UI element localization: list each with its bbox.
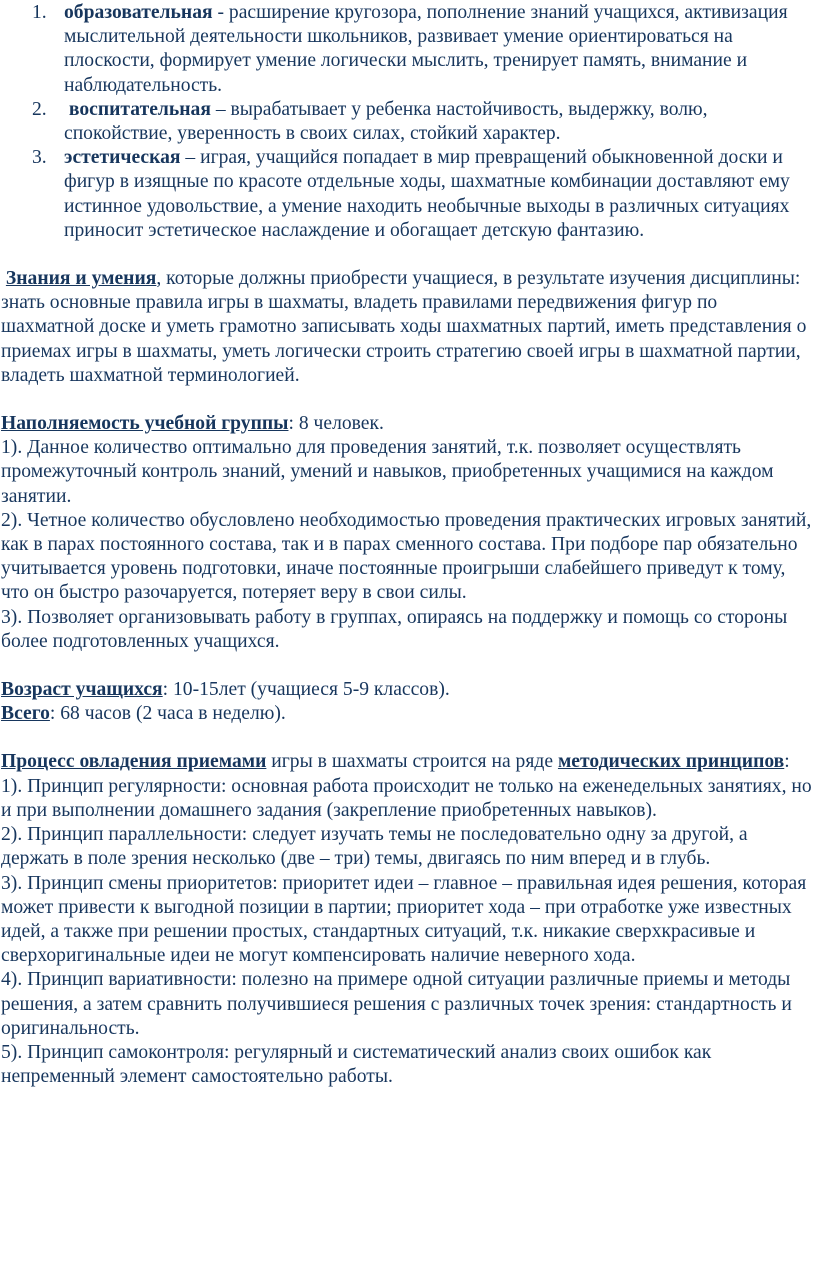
goal-number: 3. bbox=[32, 147, 47, 169]
principles-heading-2: методических принципов bbox=[557, 751, 785, 773]
skills-paragraph bbox=[0, 267, 816, 388]
goal-text: - расширение кругозора, пополнение знаний учащихся, активизация мыслительной деятельности школьников, развивает умение ориентироваться на плоскости, формирует умение логически мыслить, тренирует память, внимание и наблюдательность. bbox=[64, 2, 788, 96]
goal-item bbox=[0, 146, 816, 243]
skills-text: , которые должны приобрести учащиеся, в результате изучения дисциплины: знать основные правила игры в шахматы, владеть правилами передвижения фигур по шахматной доске и уметь грамотно записывать ходы шахматных партий, иметь представления о приемах игры в шахматы, уметь логически строить стратегию своей игры в шахматной партии, владеть шахматной терминологией. bbox=[1, 268, 807, 386]
goals-list bbox=[0, 1, 816, 243]
goal-term: образовательная bbox=[64, 2, 213, 23]
goal-item bbox=[0, 98, 816, 146]
group-reason-item: 1). Данное количество оптимально для проведения занятий, т.к. позволяет осуществлять промежуточный контроль знаний, умений и навыков, приобретенных учащимися на каждом занятии. bbox=[1, 437, 774, 507]
principle-item: 4). Принцип вариативности: полезно на примере одной ситуации различные приемы и методы решения, а затем сравнить получившиеся решения с различных точек зрения: стандартность и оригинальность. bbox=[1, 969, 792, 1039]
goal-number: 2. bbox=[32, 98, 47, 120]
principles-intro bbox=[0, 750, 816, 774]
skills-heading: Знания и умения bbox=[5, 268, 157, 290]
principles-heading-1: Процесс овладения приемами bbox=[1, 751, 267, 773]
total-line bbox=[0, 702, 816, 726]
age-heading: Возраст учащихся bbox=[1, 679, 163, 701]
total-value: : 68 часов (2 часа в неделю). bbox=[49, 703, 286, 725]
principle-item: 1). Принцип регулярности: основная работа происходит не только на еженедельных занятиях, но и при выполнении домашнего задания (закрепление приобретенных навыков). bbox=[1, 775, 812, 821]
goal-text: – играя, учащийся попадает в мир превращений обыкновенной доски и фигур в изящные по красоте отдельные ходы, шахматные комбинации доставляют ему истинное удовольствие, а умение находить необычные выходы в различных ситуациях приносит эстетическое наслаждение и обогащает детскую фантазию. bbox=[64, 147, 790, 241]
group-size-heading: Наполняемость учебной группы bbox=[1, 413, 289, 435]
goal-text: – вырабатывает у ребенка настойчивость, выдержку, волю, спокойствие, уверенность в своих силах, стойкий характер. bbox=[64, 98, 708, 145]
group-size-value: : 8 человек. bbox=[288, 413, 384, 435]
principle-item: 5). Принцип самоконтроля: регулярный и систематический анализ своих ошибок как непременный элемент самостоятельно работы. bbox=[1, 1041, 712, 1088]
principles-colon: : bbox=[784, 751, 790, 773]
principle-item: 2). Принцип параллельности: следует изучать темы не последовательно одну за другой, а держать в поле зрения несколько (две – три) темы, двигаясь по ним вперед и в глубь. bbox=[1, 824, 748, 870]
group-reason-item: 2). Четное количество обусловлено необходимостью проведения практических игровых занятий, как в парах постоянного состава, так и в парах сменного состава. При подборе пар обязательно учитывается уровень подготовки, иначе постоянные проигрыши слабейшего приведут к тому, что он быстро разочаруется, потеряет веру в свои силы. bbox=[1, 509, 812, 604]
goal-term: эстетическая bbox=[64, 147, 181, 169]
goal-number: 1. bbox=[32, 2, 47, 23]
goal-term: воспитательная bbox=[68, 98, 211, 120]
group-reason-item: 3). Позволяет организовывать работу в группах, опираясь на поддержку и помощь со стороны более подготовленных учащихся. bbox=[1, 606, 788, 652]
principle-item: 3). Принцип смены приоритетов: приоритет идеи – главное – правильная идея решения, которая может привести к выгодной позиции в партии; приоритет хода – при отработке уже известных идей, а также при решении простых, стандартных ситуаций, т.к. никакие сверхкрасивые и сверхоригинальные идеи не могут компенсировать наличие неверного хода. bbox=[1, 872, 807, 967]
group-size-line bbox=[0, 412, 816, 436]
goal-item bbox=[0, 1, 816, 98]
age-line bbox=[0, 678, 816, 702]
age-value: : 10-15лет (учащиеся 5-9 классов). bbox=[162, 679, 450, 701]
total-heading: Всего bbox=[1, 703, 50, 725]
principles-mid: игры в шахматы строится на ряде bbox=[266, 751, 558, 773]
